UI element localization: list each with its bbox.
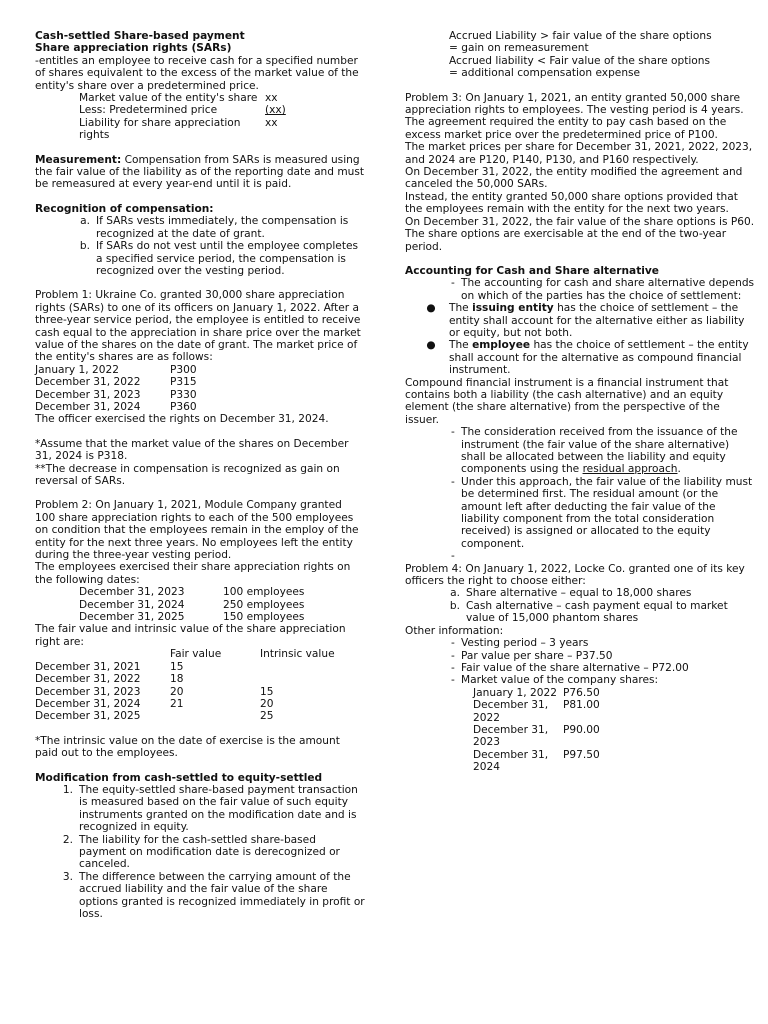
list-item [405,476,755,550]
text-span: has the choice of settlement – the entity shall account for the alternative either as liability or equity, but not both. [449,302,745,339]
list-marker: b. [449,599,460,612]
list-text: The difference between the carrying amount of the accrued liability and the fair value of the share options granted is recognized immediately in profit or loss. [79,870,365,920]
header-fair-value: Fair value [170,648,222,661]
date-cell: January 1, 2022 [35,363,119,376]
count-cell: 150 employees [223,611,305,624]
dash-marker: - [451,475,455,488]
measurement-text: Compensation from SARs is measured using the fair value of the liability as of the reporting date and must be remeasured at every year-end until it is paid. [35,153,365,191]
dash-marker: - [451,550,455,563]
intrinsic-cell [260,673,360,685]
list-item [405,277,755,302]
text-span: The [449,302,473,315]
sar-row-value: xx [265,92,278,105]
problem-2-exercise-intro: The employees exercised their share appreciation rights on the following dates: [35,561,351,586]
price-cell: P76.50 [563,686,600,699]
list-text: If SARs vests immediately, the compensation is recognized at the date of grant. [96,215,349,240]
table-row [35,661,365,673]
date-cell: December 31, 2023 [473,723,549,749]
date-cell: December 31, 2022 [35,376,141,389]
problem-1-price-table [35,364,365,414]
list-item [405,302,755,339]
problem-1-text: Problem 1: Ukraine Co. granted 30,000 share appreciation rights (SARs) to one of its officers on January 1, 2022. After a three-year service period, the employee is entitled to receive cash equal to the appreciation in share price over the market value of the shares on the date of grant. The market price of the entity's shares are as follows: [35,289,361,364]
list-marker: a. [450,587,460,600]
market-value-table [405,687,755,774]
problem-3-paragraph-5: On December 31, 2022, the fair value of the share options is P60. The share options are exercisable at the end of the two-year period. [405,215,755,253]
list-item [35,215,365,240]
count-cell: 100 employees [223,586,305,599]
issuing-entity-label: issuing entity [472,302,554,315]
heading-modification: Modification from cash-settled to equity-settled [35,771,323,784]
list-item [405,650,755,662]
dash-marker: - [451,661,455,674]
list-item [405,426,755,476]
intrinsic-note: *The intrinsic value on the date of exercise is the amount paid out to the employees. [35,734,340,760]
list-text: If SARs do not vest until the employee completes a specified service period, the compensation is recognized over the vesting period. [96,240,359,277]
list-text: Vesting period – 3 years [461,637,589,650]
modification-list [35,784,365,920]
count-cell: 250 employees [223,598,305,611]
price-cell: P97.50 [563,748,600,761]
accrued-line: Accrued Liability > fair value of the share options [449,30,712,42]
table-row [405,749,755,774]
fair-cell: 18 [170,673,184,686]
heading-sars: Share appreciation rights (SARs) [35,42,232,55]
fair-cell [170,710,260,722]
list-item [405,550,755,562]
table-row [35,686,365,698]
dash-marker: - [451,674,455,687]
text-span: has the choice of settlement – the entity shall account for the alternative as compound financial instrument. [449,339,749,377]
problem-4-options [405,587,755,624]
date-cell: December 31, 2023 [35,685,141,698]
accrued-line: = gain on remeasurement [449,42,589,55]
measurement-label: Measurement: [35,153,122,166]
table-row [35,611,365,623]
list-text: Par value per share – P37.50 [461,649,613,662]
list-text: The accounting for cash and share alternative depends on which of the parties has the choice of settlement: [461,277,755,302]
accrued-liability-notes [405,30,755,80]
intrinsic-cell: 15 [260,685,274,698]
compound-instrument-text: Compound financial instrument is a financial instrument that contains both a liability (the cash alternative) and an equity element (the share alternative) from the perspective of the issuer. [405,376,729,426]
table-row [405,699,755,724]
list-item [405,339,755,376]
list-text [459,426,755,476]
date-cell: December 31, 2022 [473,699,549,724]
problem-1-note-2: **The decrease in compensation is recognized as gain on reversal of SARs. [35,462,340,487]
list-item [405,637,755,649]
left-column [35,30,365,920]
accrued-line: = additional compensation expense [449,67,641,80]
list-item [405,662,755,674]
list-item [405,674,755,686]
price-cell: P330 [170,388,197,401]
header-blank [35,648,170,660]
problem-3-paragraph-1: Problem 3: On January 1, 2021, an entity granted 50,000 share appreciation rights to employees. The vesting period is 4 years. The agreement required the entity to pay cash based on the excess market price over the predetermined price of P100. [405,91,744,141]
date-cell: December 31, 2025 [35,710,141,723]
text-span: The [449,339,473,352]
date-cell: December 31, 2023 [35,388,141,401]
list-text [459,550,755,562]
date-cell: December 31, 2024 [35,400,141,413]
sar-row-label: Liability for share appreciation rights [79,116,241,142]
table-row [35,586,365,598]
table-row [35,673,365,685]
list-text [449,339,755,376]
fair-cell: 15 [170,660,184,673]
other-information-label: Other information: [405,624,504,637]
bullet-marker: ● [426,302,436,315]
problem-2-text: Problem 2: On January 1, 2021, Module Company granted 100 share appreciation rights to each of the 500 employees on condition that the employees remain in the employ of the entity for the next three years. No employees left the entity during the three-year vesting period. [35,499,359,562]
list-marker: b. [79,240,90,253]
list-text: The equity-settled share-based payment transaction is measured based on the fair value of such equity instruments granted on the modification date and is recognized in equity. [79,783,358,834]
sar-row-value: xx [265,116,278,129]
problem-1-exercise: The officer exercised the rights on December 31, 2024. [35,413,329,426]
residual-approach-term: residual approach [582,463,678,476]
fair-cell: 20 [170,685,184,698]
problem-3-paragraph-4: Instead, the entity granted 50,000 share options provided that the employees remain with the entity for the next two years. [405,190,738,216]
table-row [35,599,365,611]
problem-2-exercise-table [35,586,365,623]
date-cell: December 31, 2021 [35,660,141,673]
dash-marker: - [451,649,455,662]
intrinsic-cell: 20 [260,697,274,710]
accrued-line: Accrued liability < Fair value of the share options [449,54,711,67]
measurement-paragraph [35,154,365,191]
date-cell: December 31, 2024 [79,598,185,611]
list-text [449,302,755,339]
list-item [405,600,755,625]
bullet-marker: ● [426,339,436,352]
list-text: Market value of the company shares: [461,674,659,687]
sar-row-label: Market value of the entity's share [79,92,258,105]
price-cell: P315 [170,376,197,389]
price-cell: P360 [170,400,197,413]
intrinsic-cell [260,661,360,673]
dash-marker: - [451,426,455,439]
list-text: Fair value of the share alternative – P72.00 [461,661,689,674]
table-row [405,724,755,749]
list-item [35,871,365,921]
problem-3-paragraph-3: On December 31, 2022, the entity modified the agreement and canceled the 50,000 SARs. [405,166,743,191]
list-item [35,240,365,277]
date-cell: December 31, 2024 [473,748,549,774]
price-cell: P300 [170,363,197,376]
sar-row [35,104,365,116]
date-cell: January 1, 2022 [473,686,557,699]
problem-2-fv-intro: The fair value and intrinsic value of the share appreciation right are: [35,623,346,648]
table-row [35,389,365,401]
table-row [35,698,365,710]
list-text: Cash alternative – cash payment equal to market value of 15,000 phantom shares [466,599,728,625]
sar-row-label: Less: Predetermined price [79,104,218,117]
text-span: The consideration received from the issuance of the instrument (the fair value of the share alternative) shall be allocated between the liability and equity components using the [461,426,738,476]
price-cell: P81.00 [563,699,600,712]
list-marker: 1. [62,783,73,796]
date-cell: December 31, 2022 [35,673,141,686]
table-header [35,648,365,660]
list-text: Share alternative – equal to 18,000 shares [466,587,692,600]
sars-definition: -entitles an employee to receive cash for a specified number of shares equivalent to the excess of the market value of the entity's share over a predetermined price. [35,54,359,92]
problem-1-note-1: *Assume that the market value of the shares on December 31, 2024 is P318. [35,437,349,463]
dash-marker: - [451,637,455,650]
header-intrinsic-value: Intrinsic value [260,648,335,661]
date-cell: December 31, 2025 [79,611,185,624]
table-row [35,376,365,388]
list-text: The liability for the cash-settled share-based payment on modification date is derecognized or canceled. [79,833,340,871]
table-row [35,401,365,413]
list-text: Under this approach, the fair value of the liability must be determined first. The residual amount (or the amount left after deducting the fair value of the liability component from the total consideration received) is assigned or allocated to the equity component. [461,475,753,550]
list-marker: a. [80,215,90,228]
sar-row [35,92,365,104]
list-marker: 2. [62,833,73,846]
problem-4-text: Problem 4: On January 1, 2022, Locke Co. granted one of its key officers the right to choose either: [405,562,745,588]
text-span: . [677,463,681,476]
fair-cell: 21 [170,697,184,710]
date-cell: December 31, 2023 [79,586,185,599]
sar-row [35,117,365,142]
list-marker: 3. [62,870,73,883]
sar-computation-table [35,92,365,142]
list-item [35,834,365,871]
list-item [405,587,755,599]
price-cell: P90.00 [563,723,600,736]
date-cell: December 31, 2024 [35,697,141,710]
employee-label: employee [472,339,531,352]
sar-row-value: (xx) [265,104,286,117]
recognition-list [35,215,365,277]
table-row [405,687,755,699]
table-row [35,710,365,722]
heading-cash-settled: Cash-settled Share-based payment [35,30,245,42]
problem-3-paragraph-2: The market prices per share for December 31, 2021, 2022, 2023, and 2024 are P120, P140, P130, and P160 respectively. [405,141,753,166]
heading-cash-share-alternative: Accounting for Cash and Share alternative [405,264,659,277]
fair-value-table [35,648,365,722]
list-item [35,784,365,834]
intrinsic-cell: 25 [260,710,274,723]
right-column [405,30,755,774]
table-row [35,364,365,376]
dash-marker: - [451,277,455,290]
heading-recognition: Recognition of compensation: [35,202,214,215]
